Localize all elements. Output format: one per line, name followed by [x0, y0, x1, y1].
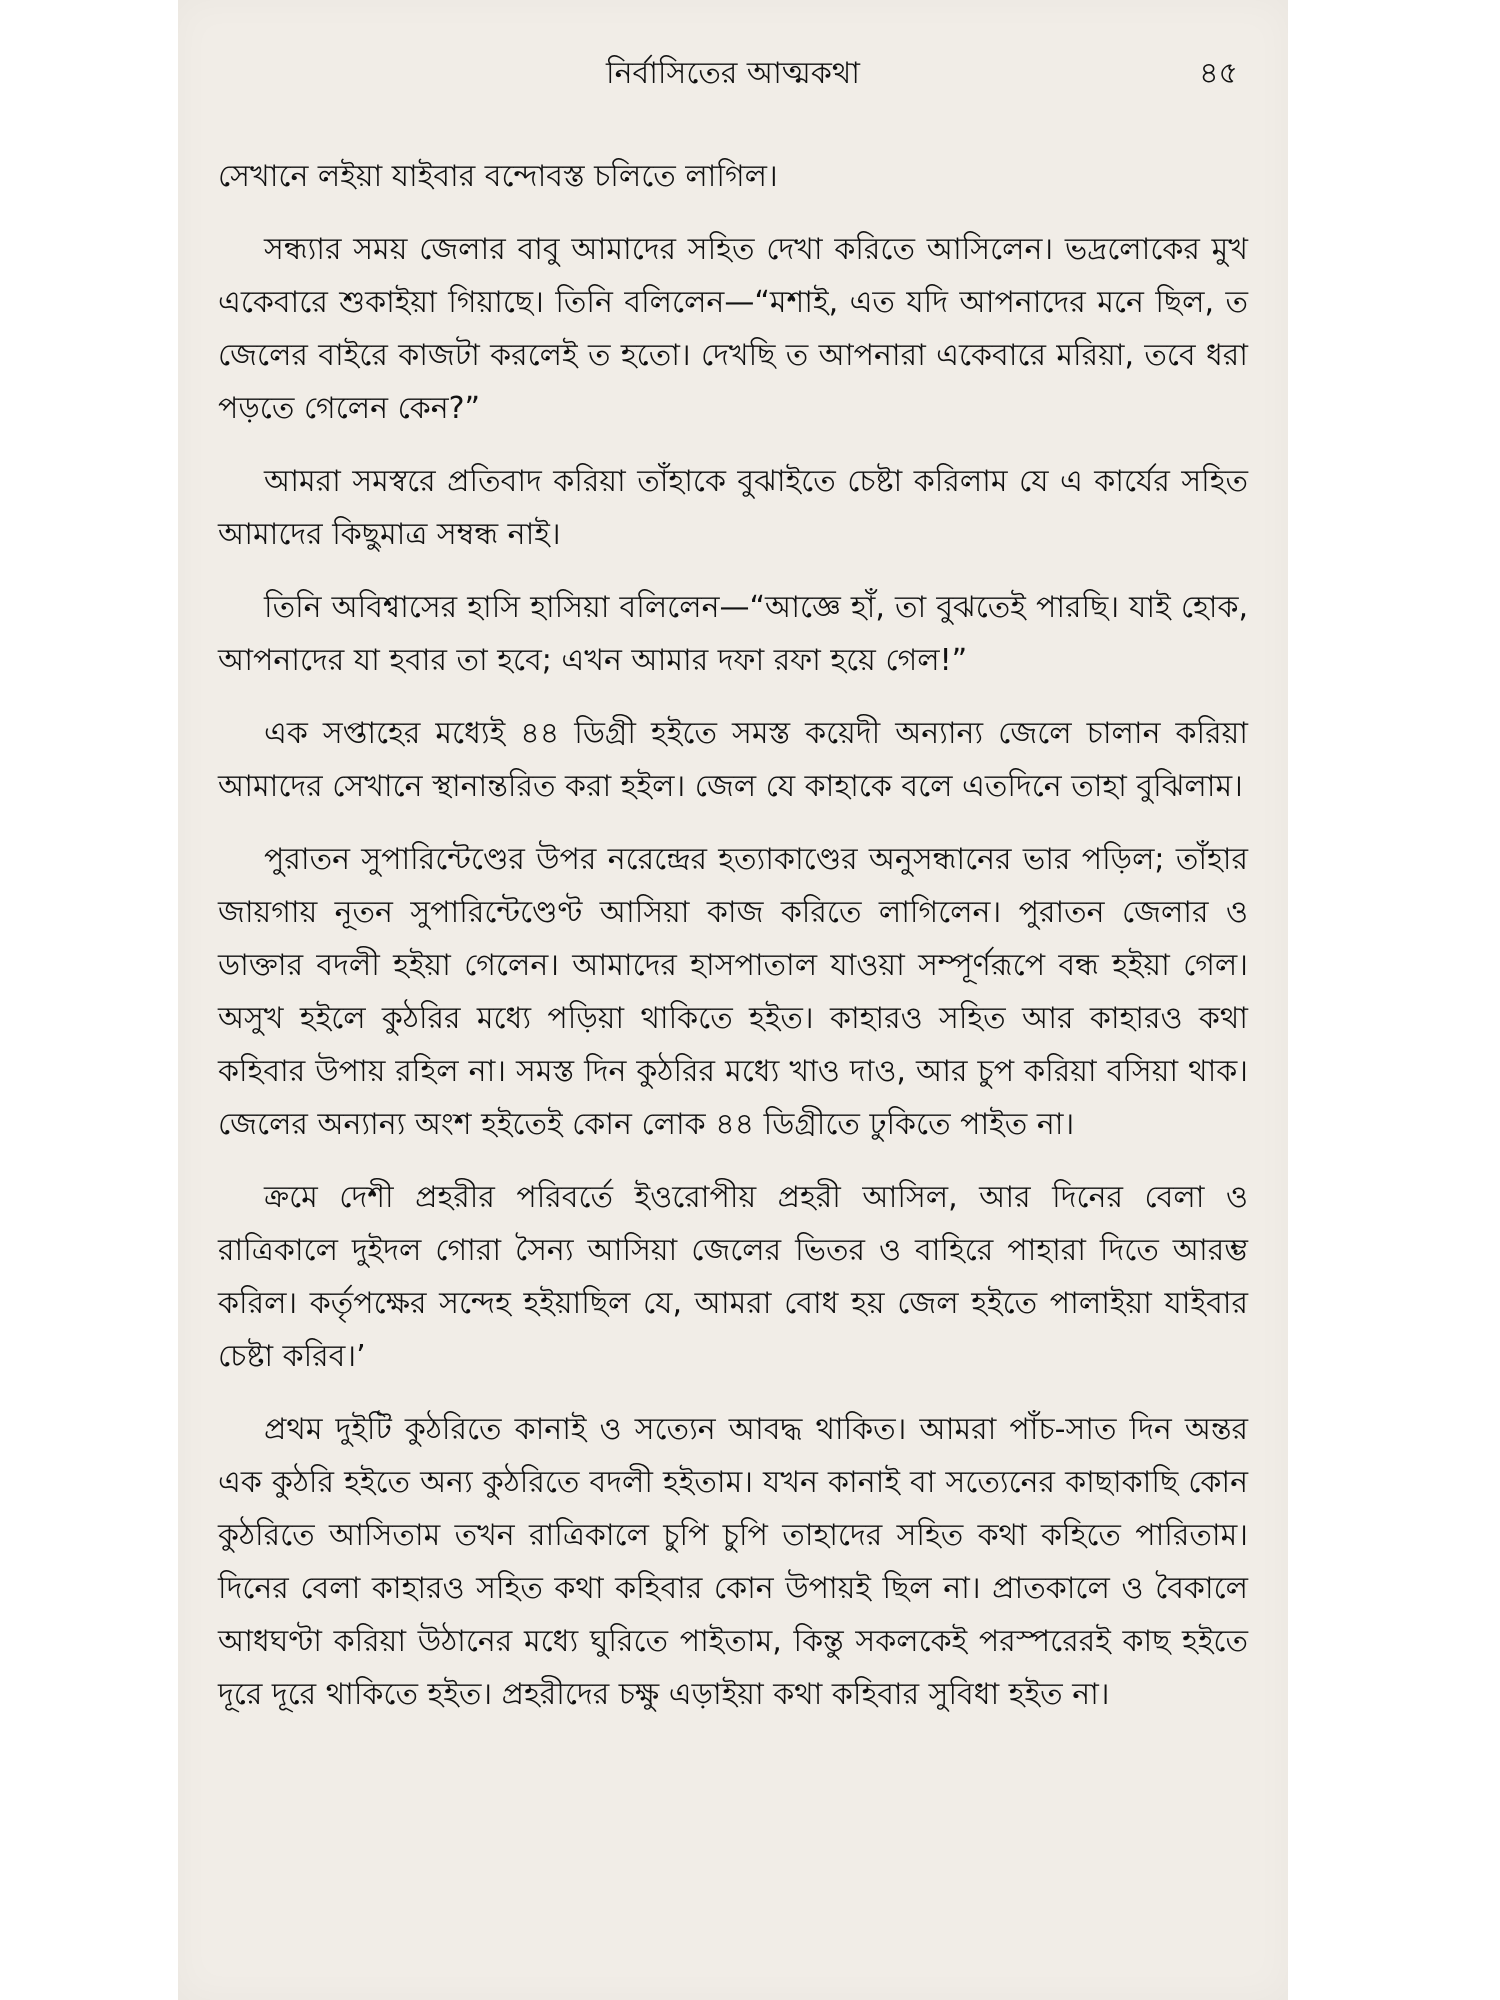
paragraph-6: পুরাতন সুপারিন্টেণ্ডের উপর নরেন্দ্রের হত্যাকাণ্ডের অনুসন্ধানের ভার পড়িল; তাঁহার জায়গায় নূতন সুপারিন্টেণ্ডেণ্ট আসিয়া কাজ করিতে লাগিলেন। পুরাতন জেলার ও ডাক্তার বদলী হইয়া গেলেন। আমাদের হাসপাতাল যাওয়া সম্পূর্ণরূপে বন্ধ হইয়া গেল। অসুখ হইলে কুঠরির মধ্যে পড়িয়া থাকিতে হইত। কাহারও সহিত আর কাহারও কথা কহিবার উপায় রহিল না। সমস্ত দিন কুঠরির মধ্যে খাও দাও, আর চুপ করিয়া বসিয়া থাক। জেলের অন্যান্য অংশ হইতেই কোন লোক ৪৪ ডিগ্রীতে ঢুকিতে পাইত না। — [218, 842, 1248, 1142]
page-header — [178, 44, 1288, 104]
paragraph-3: আমরা সমস্বরে প্রতিবাদ করিয়া তাঁহাকে বুঝাইতে চেষ্টা করিলাম যে এ কার্যের সহিত আমাদের কিছুমাত্র সম্বন্ধ নাই। — [218, 464, 1248, 552]
paragraph-2: সন্ধ্যার সময় জেলার বাবু আমাদের সহিত দেখা করিতে আসিলেন। ভদ্রলোকের মুখ একেবারে শুকাইয়া গিয়াছে। তিনি বলিলেন—“মশাই, এত যদি আপনাদের মনে ছিল, ত জেলের বাইরে কাজটা করলেই ত হতো। দেখছি ত আপনারা একেবারে মরিয়া, তবে ধরা পড়তে গেলেন কেন?” — [218, 232, 1248, 426]
paragraph-5: এক সপ্তাহের মধ্যেই ৪৪ ডিগ্রী হইতে সমস্ত কয়েদী অন্যান্য জেলে চালান করিয়া আমাদের সেখানে স্থানান্তরিত করা হইল। জেল যে কাহাকে বলে এতদিনে তাহা বুঝিলাম। — [218, 716, 1248, 804]
paragraph-4: তিনি অবিশ্বাসের হাসি হাসিয়া বলিলেন—“আজ্ঞে হাঁ, তা বুঝতেই পারছি। যাই হোক, আপনাদের যা হবার তা হবে; এখন আমার দফা রফা হয়ে গেল!” — [218, 590, 1248, 678]
book-page — [178, 0, 1288, 2000]
paragraph-7: ক্রমে দেশী প্রহরীর পরিবর্তে ইওরোপীয় প্রহরী আসিল, আর দিনের বেলা ও রাত্রিকালে দুইদল গোরা সৈন্য আসিয়া জেলের ভিতর ও বাহিরে পাহারা দিতে আরম্ভ করিল। কর্তৃপক্ষের সন্দেহ হইয়াছিল যে, আমরা বোধ হয় জেল হইতে পালাইয়া যাইবার চেষ্টা করিব।’ — [218, 1180, 1248, 1374]
body-text — [218, 150, 1248, 1741]
running-title: নির্বাসিতের আত্মকথা — [606, 56, 860, 91]
page-number: ৪৫ — [1199, 56, 1238, 91]
paragraph-8: প্রথম দুইটি কুঠরিতে কানাই ও সত্যেন আবদ্ধ থাকিত। আমরা পাঁচ-সাত দিন অন্তর এক কুঠরি হইতে অন্য কুঠরিতে বদলী হইতাম। যখন কানাই বা সত্যেনের কাছাকাছি কোন কুঠরিতে আসিতাম তখন রাত্রিকালে চুপি চুপি তাহাদের সহিত কথা কহিতে পারিতাম। দিনের বেলা কাহারও সহিত কথা কহিবার কোন উপায়ই ছিল না। প্রাতকালে ও বৈকালে আধঘণ্টা করিয়া উঠানের মধ্যে ঘুরিতে পাইতাম, কিন্তু সকলকেই পরস্পরেরই কাছ হইতে দূরে দূরে থাকিতে হইত। প্রহরীদের চক্ষু এড়াইয়া কথা কহিবার সুবিধা হইত না। — [218, 1412, 1248, 1712]
paragraph-1: সেখানে লইয়া যাইবার বন্দোবস্ত চলিতে লাগিল। — [218, 159, 778, 194]
